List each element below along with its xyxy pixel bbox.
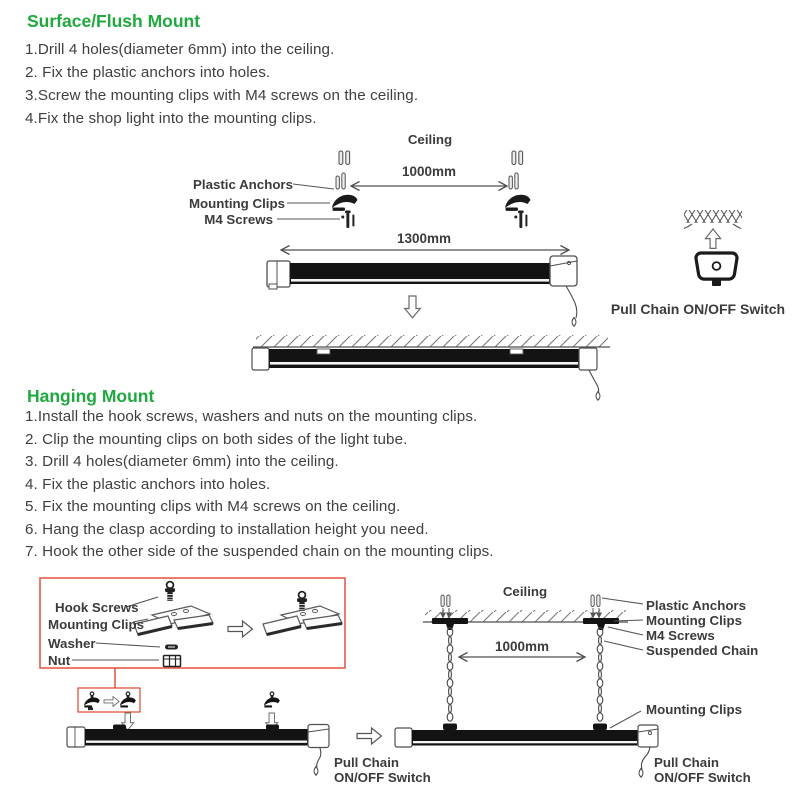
pull-chain-cord xyxy=(641,747,650,769)
pull-chain-bead xyxy=(314,767,318,776)
shop-light-tube xyxy=(267,256,577,326)
pull-chain-bead xyxy=(639,769,643,778)
hanging-step-5: 5. Fix the mounting clips with M4 screws on the ceiling. xyxy=(25,498,401,515)
hanging-step-4: 4. Fix the plastic anchors into holes. xyxy=(25,475,271,493)
washer-label: Washer xyxy=(48,636,96,651)
pull-chain-cord xyxy=(566,286,577,318)
pull-chain-label-line1: Pull Chain xyxy=(654,755,720,770)
right-arrow-icon xyxy=(357,728,382,744)
surface-step-2: 2. Fix the plastic anchors into holes. xyxy=(25,64,271,81)
pull-chain-cord xyxy=(317,748,321,767)
pull-chain-label-line2: ON/OFF Switch xyxy=(334,770,431,785)
mounting-clip-icon xyxy=(113,725,126,731)
down-arrow-icon xyxy=(405,296,421,318)
mounting-clip-icon xyxy=(583,618,619,624)
mounting-clips-label: Mounting Clips xyxy=(646,702,743,717)
nut-label: Nut xyxy=(48,653,71,668)
clip-assembly-icon xyxy=(120,692,136,708)
right-arrow-icon xyxy=(228,621,253,637)
surface-mount-title: Surface/Flush Mount xyxy=(27,11,201,31)
clip-assembly-callout xyxy=(78,688,140,712)
hook-screw-icon xyxy=(297,592,307,611)
mounting-clip-icon xyxy=(593,724,607,731)
dim-1000mm-label: 1000mm xyxy=(401,164,457,179)
mounting-clips-label: Mounting Clips xyxy=(646,613,743,628)
hanging-step-7: 7. Hook the other side of the suspended chain on the mounting clips. xyxy=(25,543,494,560)
ceiling-hatch xyxy=(684,210,742,223)
ceiling-mounted-tube xyxy=(252,335,610,400)
pull-chain-bead xyxy=(596,392,600,401)
clip-assembly-icon xyxy=(264,692,280,708)
surface-mount-diagram xyxy=(252,151,742,400)
surface-step-4: 4.Fix the shop light into the mounting clips. xyxy=(25,110,317,127)
mounting-clip-icon xyxy=(443,724,457,731)
plastic-anchors-icon xyxy=(339,151,350,165)
pull-chain-label-line1: Pull Chain xyxy=(334,755,400,770)
mounting-clip-icon xyxy=(317,349,330,354)
mounting-clip-drawing xyxy=(134,606,213,635)
hanging-step-1: 1.Install the hook screws, washers and nuts on the mounting clips. xyxy=(25,408,478,425)
clip-assembly-icon xyxy=(84,692,100,708)
plastic-anchors-icon xyxy=(336,173,345,189)
hanging-step-2: 2. Clip the mounting clips on both sides of the light tube. xyxy=(25,430,408,448)
hanging-mount-title: Hanging Mount xyxy=(27,386,155,406)
plastic-anchors-label: Plastic Anchors xyxy=(193,177,294,192)
mounting-clip-icon xyxy=(266,725,279,731)
hook-screw-icon xyxy=(165,582,175,601)
suspended-chain xyxy=(597,628,603,721)
pull-chain-label-line2: ON/OFF Switch xyxy=(654,770,751,785)
mounting-clip-icon xyxy=(332,195,358,211)
plastic-anchors-label: Plastic Anchors xyxy=(646,598,747,613)
pull-chain-bead xyxy=(572,318,576,327)
mounting-clips-label: Mounting Clips xyxy=(188,196,285,211)
hook-screws-label: Hook Screws xyxy=(55,600,139,615)
shop-light-tube xyxy=(67,725,329,776)
plastic-anchors-icon xyxy=(441,595,450,606)
plastic-anchors-icon xyxy=(512,151,523,165)
mounting-clip-icon xyxy=(510,349,523,354)
suspended-chain xyxy=(447,628,453,721)
plastic-anchors-icon xyxy=(591,595,600,606)
m4-screws-label: M4 Screws xyxy=(646,628,715,643)
plastic-anchors-icon xyxy=(509,173,518,189)
mounting-clip-icon xyxy=(505,195,531,211)
ceiling-label: Ceiling xyxy=(407,132,453,147)
up-arrow-icon xyxy=(705,229,720,248)
m4-screw-icon xyxy=(341,211,354,229)
hanging-result-diagram xyxy=(395,595,658,777)
right-arrow-icon xyxy=(104,697,119,707)
ceiling-label: Ceiling xyxy=(502,584,548,599)
mounting-clip-icon xyxy=(432,618,468,624)
surface-step-1: 1.Drill 4 holes(diameter 6mm) into the ceiling. xyxy=(25,41,335,58)
switch-tab xyxy=(712,280,721,287)
surface-step-3: 3.Screw the mounting clips with M4 screws on the ceiling. xyxy=(25,87,419,104)
dim-1300mm-label: 1300mm xyxy=(396,231,452,246)
pull-chain-switch-label: Pull Chain ON/OFF Switch xyxy=(610,301,786,317)
switch-hole xyxy=(713,262,721,270)
hanging-step-3: 3. Drill 4 holes(diameter 6mm) into the ceiling. xyxy=(25,453,339,470)
nut-icon xyxy=(164,656,181,667)
mounting-clips-label: Mounting Clips xyxy=(48,617,145,632)
pull-chain-cord xyxy=(589,370,599,393)
hanging-step-6: 6. Hang the clasp according to installation height you need. xyxy=(25,520,429,538)
dim-1000mm-label: 1000mm xyxy=(494,639,550,654)
pull-chain-switch-diagram xyxy=(684,210,742,286)
dimension-1300mm xyxy=(281,246,569,255)
m4-screw-icon xyxy=(514,211,527,229)
shop-light-tube xyxy=(395,724,658,778)
dimension-1000mm xyxy=(351,182,507,191)
suspended-chain-label: Suspended Chain xyxy=(646,643,759,658)
m4-screws-label: M4 Screws xyxy=(204,212,273,227)
